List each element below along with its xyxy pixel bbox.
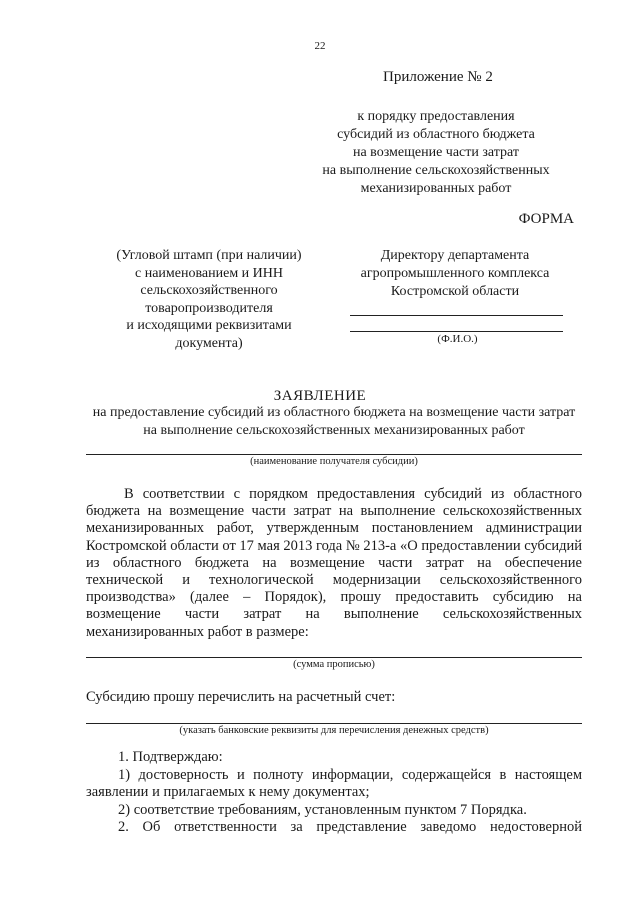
stamp-line: товаропроизводителя bbox=[145, 300, 273, 316]
stamp-line: с наименованием и ИНН bbox=[135, 265, 283, 281]
confirmation-list bbox=[86, 749, 582, 837]
addressee-line: агропромышленного комплекса bbox=[360, 266, 550, 281]
list-item: 1) достоверность и полноту информации, содержащейся в настоящем заявлении и прилагаемых к нему документах; bbox=[86, 766, 582, 800]
fio-line-1 bbox=[350, 315, 563, 316]
page-number: 22 bbox=[314, 40, 326, 52]
appendix-title: Приложение № 2 bbox=[383, 69, 493, 85]
list-item: 2) соответствие требованиям, установленным пунктом 7 Порядка. bbox=[118, 801, 527, 818]
appendix-line: субсидий из областного бюджета bbox=[337, 127, 535, 142]
amount-line bbox=[86, 657, 582, 658]
bank-details-line bbox=[86, 723, 582, 724]
statement-body: В соответствии с порядком предоставления субсидий из областного бюджета на возмещение части затрат на выполнение сельскохозяйственных механизированных работ, утвержденным постановлением администрации Костромской области от 17 мая 2013 года № 213-а «О предоставлении субсидий из областного бюджета на возмещение части затрат на обеспечение технической и технологической модернизации сельскохозяйственного производства» (далее – Порядок), прошу предоставить субсидию на возмещение части затрат на выполнение сельскохозяйственных механизированных работ в размере: bbox=[86, 486, 582, 640]
appendix-line: механизированных работ bbox=[360, 181, 512, 196]
addressee-block bbox=[348, 247, 562, 301]
statement-subtitle: на предоставление субсидий из областного бюджета на возмещение части затрат на выполнение сельскохозяйственных механизированных работ bbox=[92, 405, 576, 438]
recipient-caption: (наименование получателя субсидии) bbox=[250, 456, 418, 467]
list-item: 1. Подтверждаю: bbox=[118, 749, 223, 765]
amount-caption: (сумма прописью) bbox=[293, 659, 375, 670]
appendix-line: к порядку предоставления bbox=[357, 109, 515, 124]
stamp-line: (Угловой штамп (при наличии) bbox=[116, 248, 302, 263]
transfer-text: Субсидию прошу перечислить на расчетный счет: bbox=[86, 689, 396, 705]
appendix-line: на выполнение сельскохозяйственных bbox=[322, 163, 550, 178]
statement-title: ЗАЯВЛЕНИЕ bbox=[273, 388, 367, 404]
form-label: ФОРМА bbox=[518, 211, 574, 227]
corner-stamp-block bbox=[78, 247, 340, 352]
recipient-line bbox=[86, 454, 582, 455]
appendix-reference bbox=[300, 108, 572, 198]
list-item: 2. Об ответственности за представление заведомо недостоверной bbox=[118, 819, 582, 835]
appendix-line: на возмещение части затрат bbox=[352, 145, 520, 160]
stamp-line: сельскохозяйственного bbox=[140, 283, 278, 298]
bank-caption: (указать банковские реквизиты для перечисления денежных средств) bbox=[179, 725, 489, 736]
stamp-line: и исходящими реквизитами bbox=[126, 318, 292, 333]
stamp-line: документа) bbox=[175, 335, 243, 351]
addressee-line: Костромской области bbox=[390, 284, 520, 299]
fio-line-2 bbox=[350, 331, 563, 332]
fio-caption: (Ф.И.О.) bbox=[437, 333, 478, 345]
addressee-line: Директору департамента bbox=[380, 248, 530, 263]
